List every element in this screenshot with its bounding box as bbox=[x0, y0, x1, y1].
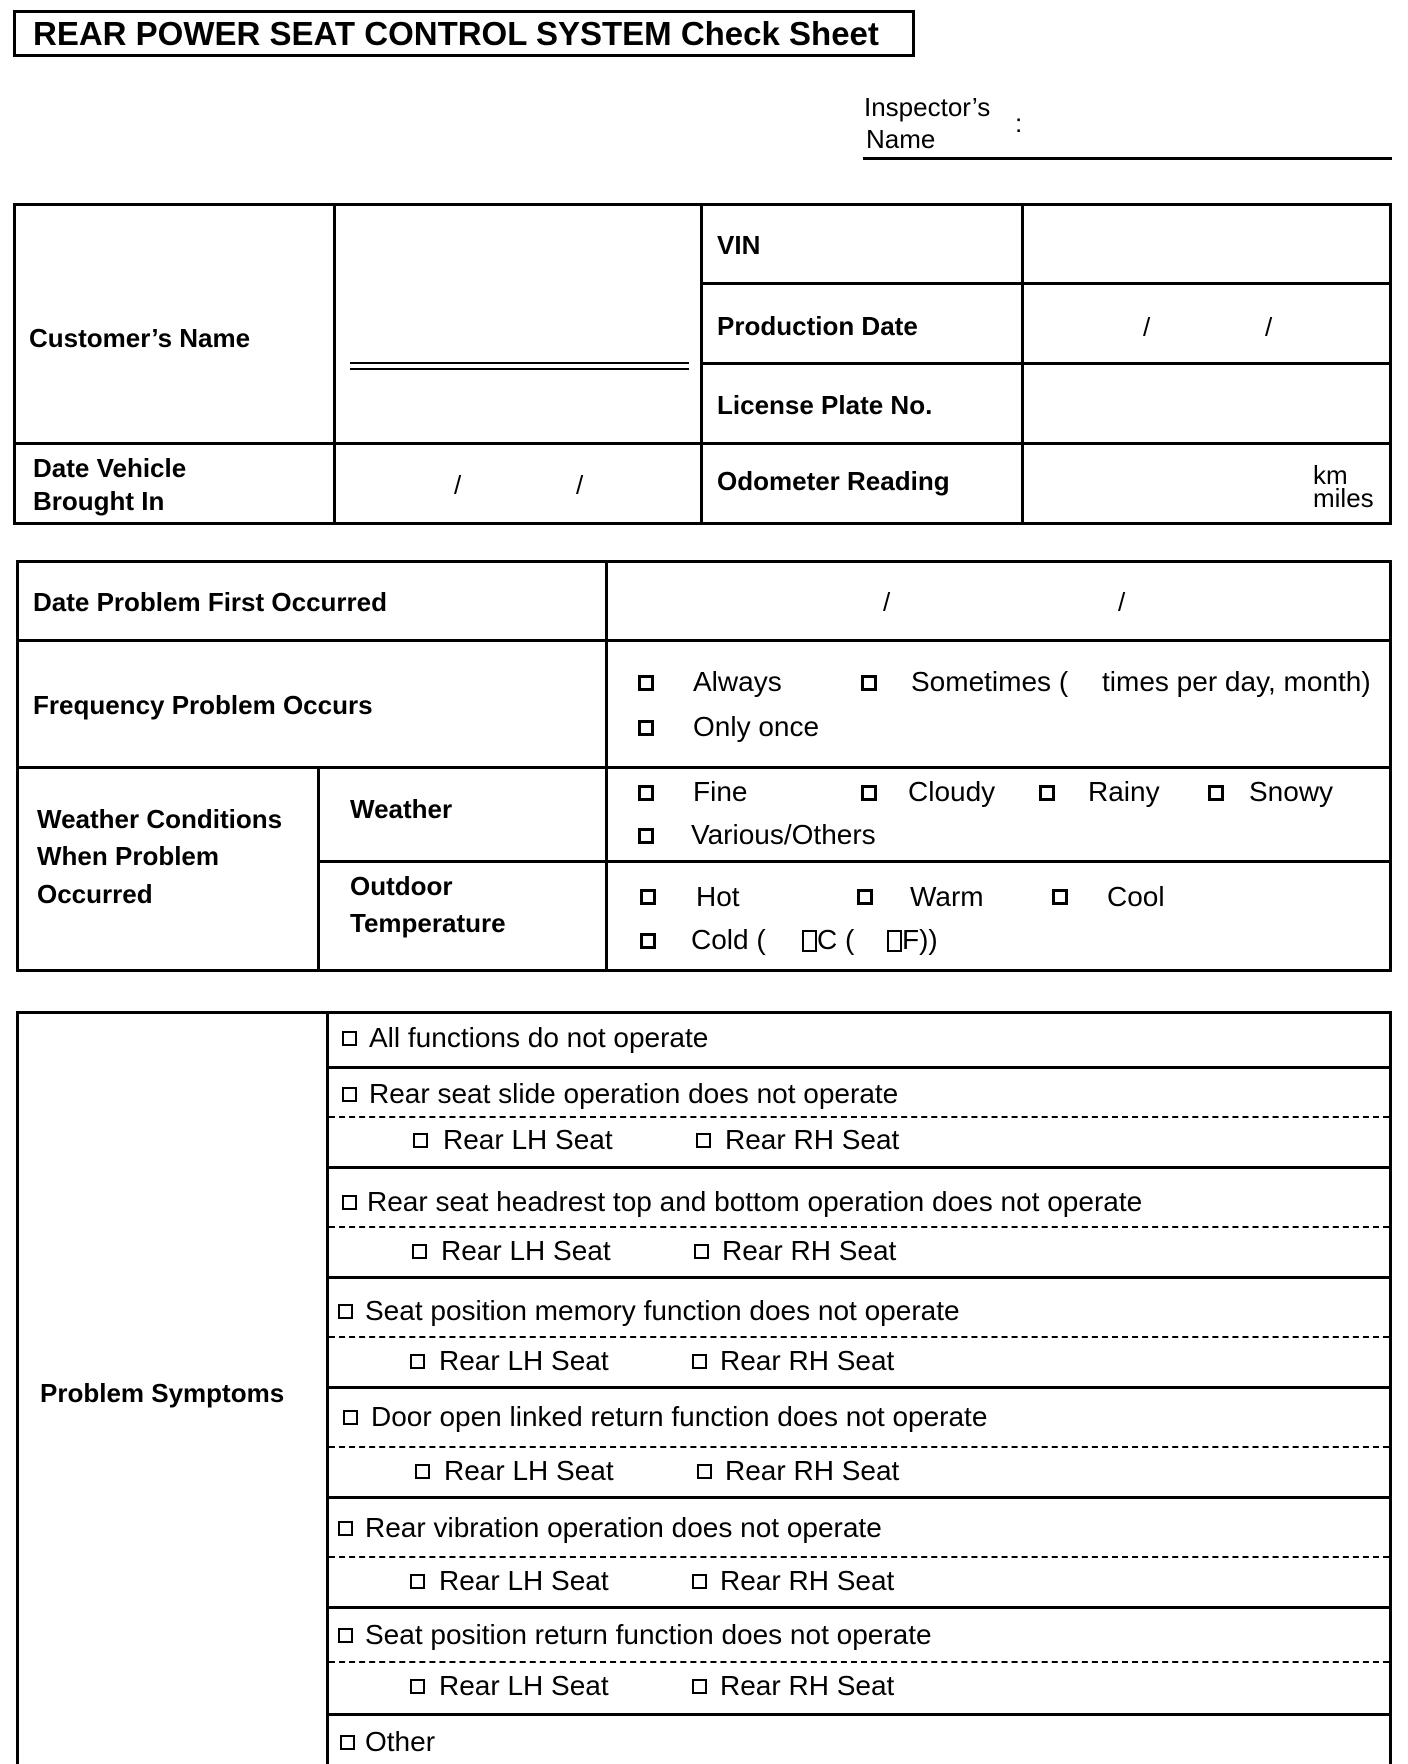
checkbox-headrest-rear-lh[interactable] bbox=[412, 1244, 427, 1259]
checkbox-door-return-rear-rh[interactable] bbox=[697, 1464, 712, 1479]
weather-label: Weather bbox=[350, 794, 453, 824]
symptom-door-return: Door open linked return function does not operate bbox=[371, 1401, 988, 1432]
unit-fahrenheit: F)) bbox=[902, 924, 938, 955]
checkbox-vibration-rear-rh[interactable] bbox=[692, 1574, 707, 1589]
celsius-box bbox=[802, 924, 854, 956]
checkbox-cloudy[interactable] bbox=[861, 785, 877, 801]
production-date-slash-1: / bbox=[1143, 312, 1151, 342]
production-date-slash-2: / bbox=[1265, 312, 1273, 342]
outdoor-temp-label-line2: Temperature bbox=[350, 908, 506, 938]
checkbox-headrest-rear-rh[interactable] bbox=[694, 1244, 709, 1259]
date-brought-in-slash-1: / bbox=[454, 470, 462, 500]
door-return-rear-rh-label: Rear RH Seat bbox=[725, 1455, 900, 1486]
date-brought-in-label-line2: Brought In bbox=[33, 486, 165, 516]
checkbox-snowy[interactable] bbox=[1208, 785, 1224, 801]
checkbox-cold[interactable] bbox=[640, 933, 656, 949]
symptom-position-return: Seat position return function does not operate bbox=[365, 1619, 932, 1650]
date-brought-in-label-line1: Date Vehicle bbox=[33, 453, 187, 483]
customer-name-label: Customer’s Name bbox=[29, 323, 251, 353]
option-various: Various/Others bbox=[691, 819, 876, 850]
degree-f-box-icon bbox=[887, 930, 902, 952]
memory-rear-lh-label: Rear LH Seat bbox=[439, 1345, 609, 1376]
symptom-memory: Seat position memory function does not operate bbox=[365, 1295, 960, 1326]
option-cloudy: Cloudy bbox=[908, 776, 996, 807]
checkbox-position-return-rear-lh[interactable] bbox=[410, 1679, 425, 1694]
option-cold: Cold ( bbox=[691, 924, 766, 955]
date-brought-in-slash-2: / bbox=[576, 470, 584, 500]
option-hot: Hot bbox=[696, 881, 740, 912]
symptom-other: Other bbox=[365, 1726, 436, 1757]
weather-group-label-line2: When Problem bbox=[37, 841, 220, 871]
slide-rear-rh-label: Rear RH Seat bbox=[725, 1124, 900, 1155]
symptom-all-functions: All functions do not operate bbox=[369, 1022, 709, 1053]
option-times-per: times per day, month) bbox=[1102, 666, 1371, 697]
checkbox-only-once[interactable] bbox=[638, 720, 654, 736]
checkbox-memory-rear-lh[interactable] bbox=[410, 1354, 425, 1369]
checkbox-always[interactable] bbox=[638, 675, 654, 691]
option-snowy: Snowy bbox=[1249, 776, 1334, 807]
option-always: Always bbox=[693, 666, 782, 697]
customer-name-field[interactable] bbox=[350, 300, 689, 360]
checkbox-other[interactable] bbox=[340, 1735, 355, 1750]
date-first-slash-2: / bbox=[1118, 587, 1126, 617]
inspector-name-line[interactable] bbox=[863, 157, 1392, 160]
memory-rear-rh-label: Rear RH Seat bbox=[720, 1345, 895, 1376]
slide-rear-lh-label: Rear LH Seat bbox=[443, 1124, 613, 1155]
odometer-label: Odometer Reading bbox=[717, 466, 950, 496]
frequency-label: Frequency Problem Occurs bbox=[33, 690, 373, 720]
option-warm: Warm bbox=[910, 881, 984, 912]
date-first-label: Date Problem First Occurred bbox=[33, 587, 387, 617]
door-return-rear-lh-label: Rear LH Seat bbox=[444, 1455, 614, 1486]
checkbox-memory-rear-rh[interactable] bbox=[692, 1354, 707, 1369]
unit-km: km bbox=[1313, 460, 1348, 490]
vin-label: VIN bbox=[717, 230, 761, 260]
license-plate-label: License Plate No. bbox=[717, 390, 933, 420]
headrest-rear-rh-label: Rear RH Seat bbox=[722, 1235, 897, 1266]
checkbox-all-functions[interactable] bbox=[342, 1031, 357, 1046]
checkbox-symptom-slide[interactable] bbox=[342, 1087, 357, 1102]
inspector-colon: : bbox=[1015, 108, 1023, 138]
option-sometimes: Sometimes ( bbox=[911, 666, 1069, 697]
outdoor-temp-label-line1: Outdoor bbox=[350, 871, 453, 901]
production-date-label: Production Date bbox=[717, 311, 918, 341]
weather-group-label-line1: Weather Conditions bbox=[37, 804, 283, 834]
license-plate-field[interactable] bbox=[1026, 367, 1386, 440]
inspector-label-line2: Name bbox=[866, 124, 936, 154]
checkbox-sometimes[interactable] bbox=[861, 675, 877, 691]
checkbox-symptom-position-return[interactable] bbox=[338, 1628, 353, 1643]
vibration-rear-rh-label: Rear RH Seat bbox=[720, 1565, 895, 1596]
checkbox-hot[interactable] bbox=[640, 889, 656, 905]
checkbox-symptom-door-return[interactable] bbox=[343, 1410, 358, 1425]
option-cool: Cool bbox=[1107, 881, 1165, 912]
option-rainy: Rainy bbox=[1088, 776, 1160, 807]
checkbox-symptom-headrest[interactable] bbox=[342, 1195, 357, 1210]
unit-celsius: C ( bbox=[817, 924, 855, 955]
page-title: REAR POWER SEAT CONTROL SYSTEM Check Sheet bbox=[33, 15, 879, 52]
checkbox-symptom-memory[interactable] bbox=[338, 1304, 353, 1319]
position-return-rear-lh-label: Rear LH Seat bbox=[439, 1670, 609, 1701]
checkbox-cool[interactable] bbox=[1052, 889, 1068, 905]
inspector-label-line1: Inspector’s bbox=[864, 92, 991, 122]
option-only-once: Only once bbox=[693, 711, 820, 742]
checkbox-door-return-rear-lh[interactable] bbox=[415, 1464, 430, 1479]
position-return-rear-rh-label: Rear RH Seat bbox=[720, 1670, 895, 1701]
checkbox-position-return-rear-rh[interactable] bbox=[692, 1679, 707, 1694]
checkbox-various[interactable] bbox=[638, 828, 654, 844]
vibration-rear-lh-label: Rear LH Seat bbox=[439, 1565, 609, 1596]
vin-field[interactable] bbox=[1026, 207, 1386, 280]
checkbox-slide-rear-lh[interactable] bbox=[413, 1133, 428, 1148]
weather-group-label-line3: Occurred bbox=[37, 879, 153, 909]
checkbox-vibration-rear-lh[interactable] bbox=[410, 1574, 425, 1589]
unit-miles: miles bbox=[1313, 483, 1374, 513]
problem-symptoms-label: Problem Symptoms bbox=[40, 1378, 285, 1408]
checkbox-warm[interactable] bbox=[857, 889, 873, 905]
option-fine: Fine bbox=[693, 776, 748, 807]
date-first-slash-1: / bbox=[883, 587, 891, 617]
fahrenheit-box bbox=[887, 924, 938, 956]
checkbox-slide-rear-rh[interactable] bbox=[696, 1133, 711, 1148]
degree-c-box-icon bbox=[802, 930, 817, 952]
symptom-vibration: Rear vibration operation does not operate bbox=[365, 1512, 882, 1543]
checkbox-symptom-vibration[interactable] bbox=[338, 1521, 353, 1536]
checkbox-rainy[interactable] bbox=[1039, 785, 1055, 801]
symptom-slide: Rear seat slide operation does not operate bbox=[369, 1078, 899, 1109]
checkbox-fine[interactable] bbox=[638, 785, 654, 801]
headrest-rear-lh-label: Rear LH Seat bbox=[441, 1235, 611, 1266]
symptom-headrest: Rear seat headrest top and bottom operation does not operate bbox=[367, 1186, 1143, 1217]
